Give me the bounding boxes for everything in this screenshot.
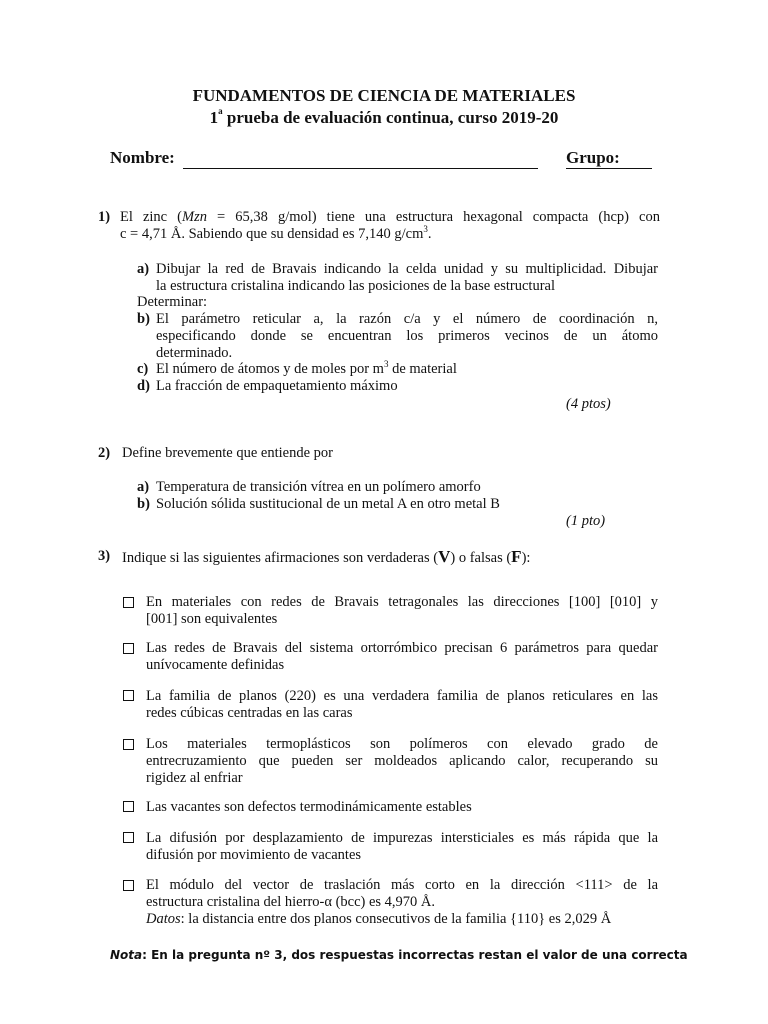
group-underline[interactable] [566,168,652,169]
statement-6-checkbox[interactable] [123,832,134,843]
q2-a-text: Temperatura de transición vítrea en un polímero amorfo [156,479,481,495]
statement-1-line1: En materiales con redes de Bravais tetragonales las direcciones [100] [010] y [146,594,658,610]
statement-2-checkbox[interactable] [123,643,134,654]
statement-2-line2: unívocamente definidas [146,657,285,673]
statement-6-line1: La difusión por desplazamiento de impurezas intersticiales es más rápida que la [146,830,658,846]
q1-c-text: El número de átomos y de moles por $m^3$ de material [156,359,457,377]
q1-d-label: d) [137,378,150,394]
q1-a-label: a) [137,261,150,277]
statement-4-line3: rigidez al enfriar [146,770,243,786]
exam-subtitle: 1$^a$ prueba de evaluación continua, curso 2019-20 [209,106,559,127]
statement-7-datos: Datos: la distancia entre dos planos consecutivos de la familia {110} es 2,029 Å [146,911,612,927]
statement-3-line1: La familia de planos (220) es una verdadera familia de planos reticulares en las [146,688,658,704]
q1-determinar: Determinar: [137,294,208,310]
statement-4-line1: Los materiales termoplásticos son polímeros con elevado grado de [146,736,658,752]
q1-a-line2: la estructura cristalina indicando las posiciones de la base estructural [156,278,556,294]
footer-note: Nota: En la pregunta nº 3, dos respuestas incorrectas restan el valor de una correcta [110,948,688,962]
q1-c-label: c) [137,361,149,377]
statement-1-line2: [001] son equivalentes [146,611,278,627]
q2-intro: Define brevemente que entiende por [122,445,333,461]
name-underline[interactable] [183,168,538,169]
name-label: Nombre: [110,148,175,167]
statement-7-checkbox[interactable] [123,880,134,891]
statement-6-line2: difusión por movimiento de vacantes [146,847,362,863]
q1-a-line1: Dibujar la red de Bravais indicando la celda unidad y su multiplicidad. Dibujar [156,261,658,277]
statement-7-line1: El módulo del vector de traslación más corto en la dirección <111> de la [146,877,658,893]
q1-b-line1: El parámetro reticular a, la razón c/a y el número de coordinación n, [156,311,658,327]
statement-7-line2: estructura cristalina del hierro-α (bcc) es 4,970 Å. [146,894,436,910]
q2-b-label: b) [137,496,150,512]
q2-points: (1 pto) [566,513,606,529]
q2-b-text: Solución sólida sustitucional de un metal A en otro metal B [156,496,500,512]
q1-b-line2: especificando donde se encuentran los primeros vecinos de un átomo [156,328,658,344]
q1-points: (4 ptos) [566,396,611,412]
q1-intro-line1: El zinc (Mzn = 65,38 g/mol) tiene una estructura hexagonal compacta (hcp) con [120,209,660,225]
q1-intro-line2: c = 4,71 Å. Sabiendo que su densidad es 7,140 $g/cm^3$. [120,224,432,242]
q1-b-line3: determinado. [156,345,233,361]
group-label: Grupo: [566,148,620,167]
statement-3-line2: redes cúbicas centradas en las caras [146,705,353,721]
statement-5-checkbox[interactable] [123,801,134,812]
q3-intro: Indique si las siguientes afirmaciones son verdaderas (V) o falsas (F): [122,547,531,566]
statement-4-line2: entrecruzamiento que pueden ser moldeados aplicando calor, recuperando su [146,753,658,769]
statement-1-checkbox[interactable] [123,597,134,608]
statement-2-line1: Las redes de Bravais del sistema ortorrómbico precisan 6 parámetros para quedar [146,640,658,656]
q2-a-label: a) [137,479,150,495]
q3-number: 3) [98,548,111,564]
statement-5-line1: Las vacantes son defectos termodinámicamente estables [146,799,472,815]
q1-b-label: b) [137,311,150,327]
q1-d-text: La fracción de empaquetamiento máximo [156,378,398,394]
q2-number: 2) [98,445,111,461]
exam-title: FUNDAMENTOS DE CIENCIA DE MATERIALES [192,86,576,105]
q1-number: 1) [98,209,111,225]
statement-4-checkbox[interactable] [123,739,134,750]
statement-3-checkbox[interactable] [123,690,134,701]
